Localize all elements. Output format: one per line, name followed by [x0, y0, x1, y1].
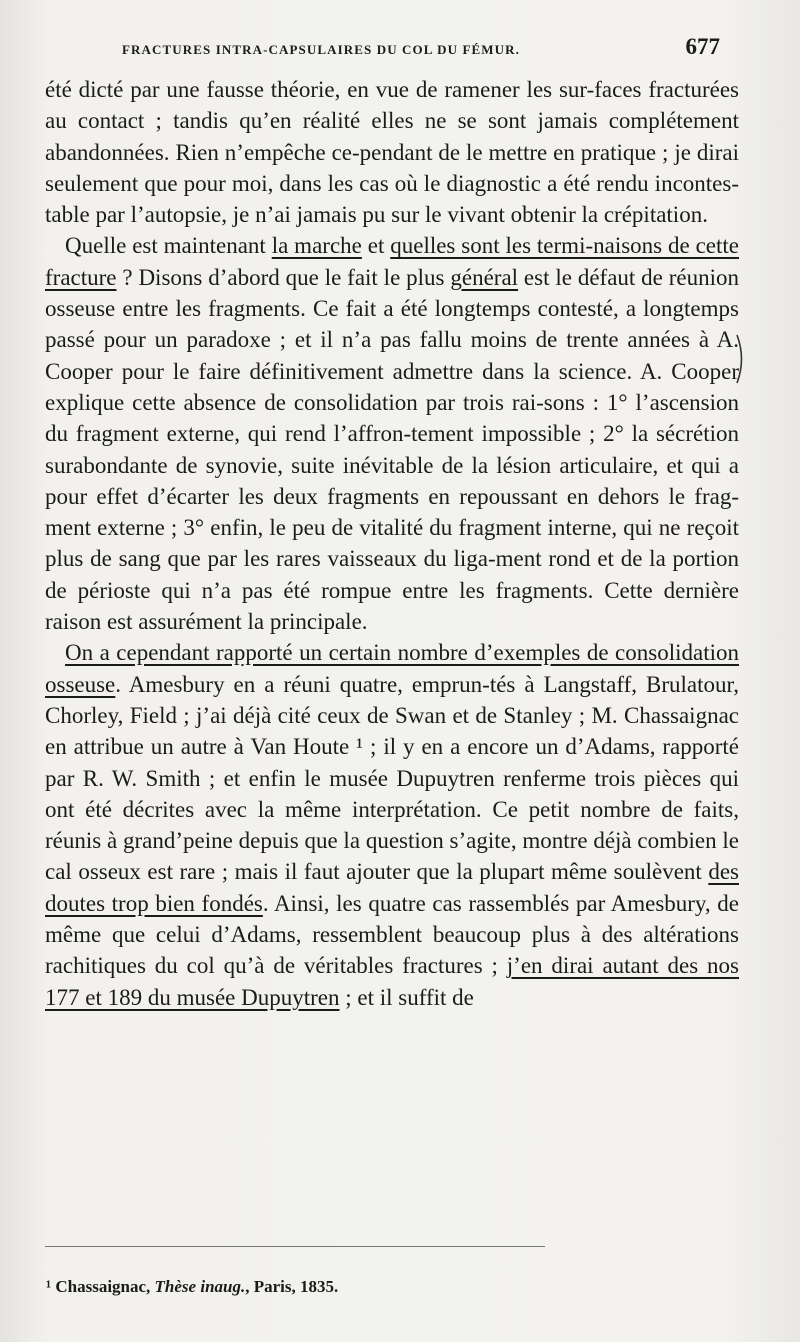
footnote: [46, 1277, 646, 1297]
underlined-text: quelles sont les termi-naisons de cette fracture: [45, 233, 739, 290]
paragraph-text: . Ainsi, les quatre cas rassemblés par Amesbury, de même que celui d’Adams, ressemblent beaucoup plus à des altérations rachitiques du col qu’à de véritables fractures ;: [45, 890, 739, 979]
paragraph-text: ? Disons d’abord que le fait le plus: [116, 264, 451, 290]
paragraph-text: est le défaut de réunion osseuse entre les fragments. Ce fait a été longtemps contesté, a longtemps passé pour un paradoxe ; et il n’a pas fallu moins de trente années à A. Cooper pour le faire définitivement admettre dans la science. A. Cooper explique cette absence de consolidation par trois rai-sons : 1° l’ascension du fragment externe, qui rend l’affron-tement impossible ; 2° la sécrétion surabondante de synovie, suite inévitable de la lésion articulaire, et qui a pour effet d’écarter les deux fragments en repoussant en dehors le frag-ment externe ; 3° enfin, le peu de vitalité du fragment interne, qui ne reçoit plus de sang que par les rares vaisseaux du liga-ment rond et de la portion de périoste qui n’a pas été rompue entre les fragments. Cette dernière raison est assurément la principale.: [45, 264, 739, 635]
underlined-text: général: [450, 264, 519, 290]
footnote-title: Thèse inaug.: [154, 1277, 246, 1296]
running-title: FRACTURES INTRA-CAPSULAIRES DU COL DU FÉMUR.: [122, 42, 520, 57]
paragraph-text: ; et il suffit de: [339, 984, 474, 1010]
underlined-text: On a cependant rapporté un certain nombre d’exemples de consolidation osseuse: [45, 640, 739, 697]
footnote-author: Chassaignac,: [55, 1277, 151, 1296]
paragraph: [45, 230, 739, 637]
margin-bracket-mark: [734, 333, 748, 385]
footnote-rule: [45, 1246, 545, 1247]
footnote-rest: , Paris, 1835.: [245, 1277, 339, 1296]
underlined-text: la marche: [271, 233, 362, 259]
paragraph: [45, 74, 739, 230]
paragraph-text: été dicté par une fausse théorie, en vue de ramener les sur-faces fracturées au contact ; tandis qu’en réalité elles ne se sont jamais complétement abandonnées. Rien n’empêche ce-pendant de le mettre en pratique ; je dirai seulement que pour moi, dans les cas où le diagnostic a été rendu incontes-table par l’autopsie, je n’ai jamais pu sur le vivant obtenir la crépitation.: [45, 77, 739, 228]
body-text: [45, 74, 739, 1013]
paragraph: [45, 637, 739, 1013]
footnote-marker: ¹: [46, 1277, 52, 1296]
running-head: [92, 36, 720, 66]
paragraph-text: . Amesbury en a réuni quatre, emprun-tés à Langstaff, Brulatour, Chorley, Field ; j’ai déjà cité ceux de Swan et de Stanley ; M. Chassaignac en attribue un autre à Van Houte ¹ ; il y en a encore un d’Adams, rapporté par R. W. Smith ; et enfin le musée Dupuytren renferme trois pièces qui ont été décrites avec la même interprétation. Ce petit nombre de faits, réunis à grand’peine depuis que la question s’agite, montre déjà combien le cal osseux est rare ; mais il faut ajouter que la plupart même soulèvent: [45, 671, 739, 885]
paragraph-text: et: [361, 233, 391, 259]
underlined-text: j’en dirai autant des nos 177 et 189 du musée Dupuytren: [45, 953, 739, 1010]
underlined-text: des doutes trop bien fondés: [45, 859, 739, 916]
page-number: 677: [685, 34, 720, 59]
paragraph-text: Quelle est maintenant: [65, 233, 272, 259]
